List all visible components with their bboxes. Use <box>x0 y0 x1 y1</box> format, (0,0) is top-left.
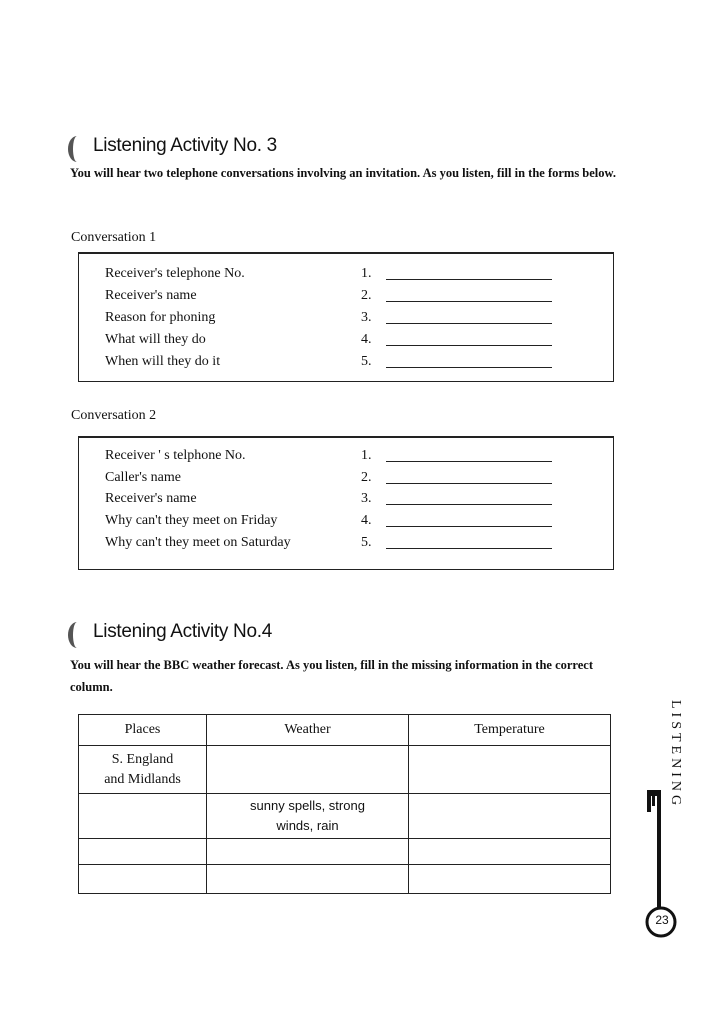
field-number: 3. <box>361 491 372 506</box>
cell-temperature[interactable] <box>409 839 611 865</box>
field-number: 1. <box>361 266 372 281</box>
header-temperature: Temperature <box>409 715 611 746</box>
field-number: 5. <box>361 354 372 369</box>
field-number: 3. <box>361 310 372 325</box>
field-label: Receiver ' s telphone No. <box>105 448 246 463</box>
table-row <box>79 839 611 865</box>
cell-temperature[interactable] <box>409 794 611 839</box>
crescent-ornament-icon <box>68 622 86 648</box>
field-number: 1. <box>361 448 372 463</box>
field-label: Receiver's name <box>105 288 197 303</box>
field-label: Reason for phoning <box>105 310 216 325</box>
header-weather: Weather <box>207 715 409 746</box>
field-number: 2. <box>361 288 372 303</box>
answer-blank[interactable] <box>386 345 552 346</box>
table-row <box>79 746 611 794</box>
conversation2-form <box>78 436 614 570</box>
cell-place[interactable] <box>79 794 207 839</box>
cell-weather[interactable] <box>207 839 409 865</box>
table-row <box>79 794 611 839</box>
cell-place[interactable] <box>79 839 207 865</box>
cell-temperature[interactable] <box>409 746 611 794</box>
answer-blank[interactable] <box>386 504 552 505</box>
page-number: 23 <box>655 913 669 927</box>
field-label: Receiver's telephone No. <box>105 266 245 281</box>
conversation1-label: Conversation 1 <box>71 230 157 245</box>
answer-blank[interactable] <box>386 367 552 368</box>
activity4-title: Listening Activity No.4 <box>93 621 272 642</box>
field-label: Caller's name <box>105 470 181 485</box>
field-label: Why can't they meet on Saturday <box>105 535 291 550</box>
weather-table <box>78 714 611 894</box>
field-label: What will they do <box>105 332 206 347</box>
field-number: 4. <box>361 332 372 347</box>
field-label: Why can't they meet on Friday <box>105 513 278 528</box>
header-places: Places <box>79 715 207 746</box>
answer-blank[interactable] <box>386 548 552 549</box>
crescent-ornament-icon <box>68 136 86 162</box>
cell-weather[interactable] <box>207 746 409 794</box>
answer-blank[interactable] <box>386 526 552 527</box>
field-label: Receiver's name <box>105 491 197 506</box>
activity3-instructions: You will hear two telephone conversations involving an invitation. As you listen, fill in the forms below. <box>70 166 616 180</box>
cell-temperature[interactable] <box>409 865 611 894</box>
field-number: 5. <box>361 535 372 550</box>
answer-blank[interactable] <box>386 461 552 462</box>
cell-weather[interactable] <box>207 865 409 894</box>
table-row <box>79 865 611 894</box>
activity4-instructions: You will hear the BBC weather forecast. As you listen, fill in the missing information in the correct column. <box>70 658 594 694</box>
answer-blank[interactable] <box>386 279 552 280</box>
answer-blank[interactable] <box>386 301 552 302</box>
side-tab-label: LISTENING <box>668 700 683 810</box>
conversation1-form <box>78 252 614 382</box>
cell-place[interactable] <box>79 865 207 894</box>
conversation2-label: Conversation 2 <box>71 408 157 423</box>
field-label: When will they do it <box>105 354 221 369</box>
field-number: 2. <box>361 470 372 485</box>
activity3-title: Listening Activity No. 3 <box>93 135 277 156</box>
cell-place: S. England and Midlands <box>79 746 207 794</box>
answer-blank[interactable] <box>386 323 552 324</box>
answer-blank[interactable] <box>386 483 552 484</box>
cell-weather: sunny spells, strong winds, rain <box>207 794 409 839</box>
field-number: 4. <box>361 513 372 528</box>
